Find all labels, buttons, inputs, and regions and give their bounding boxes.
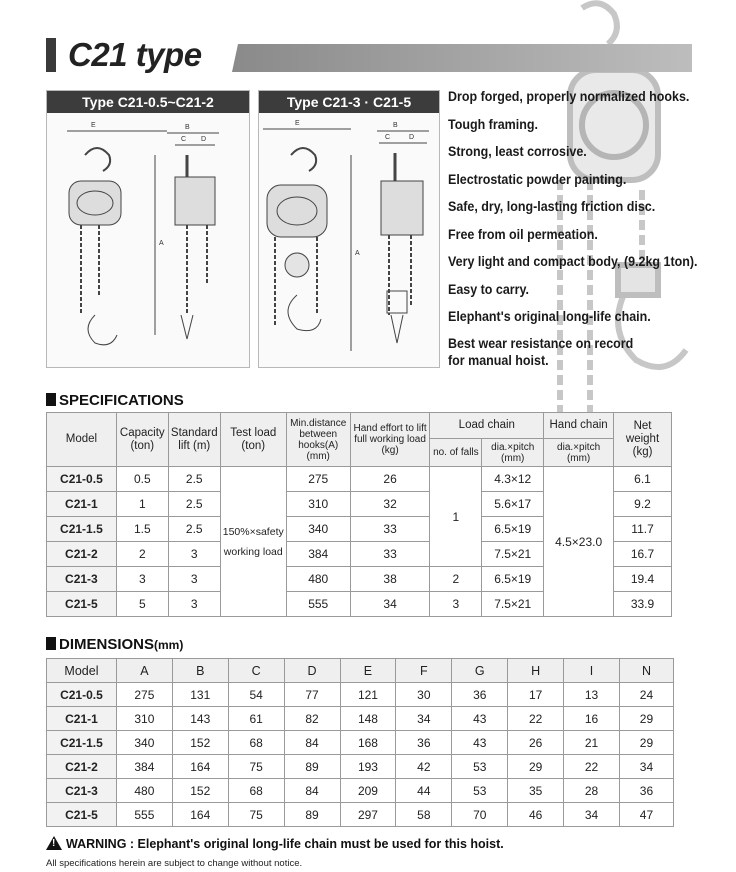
cell-capacity: 2: [116, 542, 168, 567]
cell-capacity: 0.5: [116, 467, 168, 492]
warning-icon: [46, 836, 62, 850]
header-capacity: Capacity (ton): [116, 413, 168, 467]
cell-test-load: [220, 467, 286, 617]
cell-dimension: 555: [116, 803, 172, 827]
feature-item: Drop forged, properly normalized hooks.: [448, 89, 690, 105]
hoist-diagram-small: [47, 115, 249, 367]
dimensions-body: [47, 683, 674, 827]
cell-dimension: 148: [340, 707, 396, 731]
cell-hand-effort: 32: [350, 492, 430, 517]
cell-dimension: 75: [228, 803, 284, 827]
cell-model: C21-3: [47, 779, 117, 803]
feature-item: [448, 336, 668, 370]
cell-dimension: 36: [452, 683, 508, 707]
dim-header: F: [396, 659, 452, 683]
cell-dimension: 61: [228, 707, 284, 731]
cell-net-weight: 16.7: [614, 542, 672, 567]
svg-text:B: B: [393, 122, 398, 129]
dim-header: H: [508, 659, 564, 683]
cell-model: C21-1.5: [47, 731, 117, 755]
cell-model: C21-2: [47, 755, 117, 779]
cell-net-weight: 9.2: [614, 492, 672, 517]
dimensions-header-row: [47, 659, 674, 683]
cell-dimension: 275: [116, 683, 172, 707]
cell-dimension: 43: [452, 731, 508, 755]
cell-model: C21-2: [47, 542, 117, 567]
feature-item: Safe, dry, long-lasting friction disc.: [448, 199, 656, 215]
cell-model: C21-0.5: [47, 683, 117, 707]
feature-item: Electrostatic powder painting.: [448, 171, 627, 188]
cell-dimension: 121: [340, 683, 396, 707]
cell-load-dia-pitch: 6.5×19: [482, 567, 544, 592]
table-row: [47, 779, 674, 803]
cell-dimension: 209: [340, 779, 396, 803]
cell-load-dia-pitch: 6.5×19: [482, 517, 544, 542]
dimensions-table: [46, 658, 674, 827]
table-row: [47, 755, 674, 779]
cell-dimension: 34: [396, 707, 452, 731]
cell-lift: 2.5: [168, 467, 220, 492]
table-row: [47, 803, 674, 827]
cell-dimension: 29: [619, 731, 673, 755]
feature-line: Best wear resistance on record: [448, 335, 634, 352]
cell-dimension: 297: [340, 803, 396, 827]
cell-dimension: 480: [116, 779, 172, 803]
cell-min-distance: 555: [286, 592, 350, 617]
heading-square-icon: [46, 637, 56, 650]
cell-lift: 2.5: [168, 492, 220, 517]
feature-list: [448, 88, 698, 379]
cell-dimension: 68: [228, 731, 284, 755]
diagram-panel-small: [46, 90, 250, 368]
cell-dimension: 164: [172, 755, 228, 779]
table-row: [47, 683, 674, 707]
cell-net-weight: 33.9: [614, 592, 672, 617]
header-model: Model: [47, 413, 117, 467]
cell-no-of-falls: 1: [430, 467, 482, 567]
cell-dimension: 35: [508, 779, 564, 803]
cell-dimension: 58: [396, 803, 452, 827]
cell-model: C21-5: [47, 592, 117, 617]
table-row: [47, 707, 674, 731]
cell-dimension: 43: [452, 707, 508, 731]
disclaimer-note: All specifications herein are subject to change without notice.: [46, 858, 303, 869]
cell-min-distance: 275: [286, 467, 350, 492]
dimensions-unit: (mm): [154, 638, 184, 652]
feature-line: for manual hoist.: [448, 352, 549, 369]
header-min-distance: Min.distance between hooks(A) (mm): [286, 413, 350, 467]
panel-label-small: Type C21-0.5~C21-2: [47, 91, 249, 113]
cell-hand-effort: 26: [350, 467, 430, 492]
dim-header: Model: [47, 659, 117, 683]
dim-header: E: [340, 659, 396, 683]
cell-dimension: 17: [508, 683, 564, 707]
dimensions-heading: [46, 636, 183, 653]
header-load-dia-pitch: dia.×pitch (mm): [482, 439, 544, 467]
cell-dimension: 46: [508, 803, 564, 827]
feature-item: Free from oil permeation.: [448, 226, 598, 243]
cell-dimension: 143: [172, 707, 228, 731]
cell-lift: 3: [168, 567, 220, 592]
svg-text:D: D: [201, 136, 207, 143]
cell-dimension: 340: [116, 731, 172, 755]
table-row: [47, 467, 672, 492]
cell-hand-effort: 34: [350, 592, 430, 617]
cell-dimension: 36: [619, 779, 673, 803]
cell-net-weight: 19.4: [614, 567, 672, 592]
cell-dimension: 22: [564, 755, 620, 779]
header-load-chain: Load chain: [430, 413, 544, 439]
cell-dimension: 44: [396, 779, 452, 803]
specifications-title: SPECIFICATIONS: [59, 392, 184, 409]
feature-item: Very light and compact body, (9.2kg 1ton).: [448, 254, 698, 270]
cell-dimension: 70: [452, 803, 508, 827]
table-row: [47, 731, 674, 755]
cell-dimension: 152: [172, 731, 228, 755]
cell-dimension: 47: [619, 803, 673, 827]
svg-text:E: E: [91, 122, 96, 129]
cell-model: C21-5: [47, 803, 117, 827]
cell-dimension: 42: [396, 755, 452, 779]
cell-dimension: 131: [172, 683, 228, 707]
cell-hand-chain: 4.5×23.0: [544, 467, 614, 617]
cell-load-dia-pitch: 7.5×21: [482, 542, 544, 567]
svg-text:D: D: [409, 134, 415, 141]
cell-dimension: 164: [172, 803, 228, 827]
header-test-load: Test load (ton): [220, 413, 286, 467]
specifications-table: [46, 412, 672, 617]
header-standard-lift: Standard lift (m): [168, 413, 220, 467]
cell-dimension: 30: [396, 683, 452, 707]
cell-dimension: 24: [619, 683, 673, 707]
dim-header: N: [619, 659, 673, 683]
warning-message: WARNING : Elephant's original long-life chain must be used for this hoist.: [66, 837, 504, 851]
cell-min-distance: 480: [286, 567, 350, 592]
cell-hand-effort: 38: [350, 567, 430, 592]
cell-hand-effort: 33: [350, 542, 430, 567]
cell-lift: 3: [168, 542, 220, 567]
title-banner: [46, 38, 692, 72]
dim-header: I: [564, 659, 620, 683]
cell-dimension: 53: [452, 779, 508, 803]
dim-header: B: [172, 659, 228, 683]
cell-load-dia-pitch: 5.6×17: [482, 492, 544, 517]
cell-dimension: 54: [228, 683, 284, 707]
cell-model: C21-1: [47, 707, 117, 731]
svg-text:A: A: [159, 240, 164, 247]
cell-dimension: 193: [340, 755, 396, 779]
heading-square-icon: [46, 393, 56, 406]
cell-dimension: 34: [619, 755, 673, 779]
cell-net-weight: 6.1: [614, 467, 672, 492]
cell-dimension: 28: [564, 779, 620, 803]
cell-model: C21-1.5: [47, 517, 117, 542]
panel-label-large: Type C21-3 · C21-5: [259, 91, 439, 113]
cell-min-distance: 384: [286, 542, 350, 567]
svg-text:B: B: [185, 124, 190, 131]
header-hand-dia-pitch: dia.×pitch (mm): [544, 439, 614, 467]
cell-dimension: 82: [284, 707, 340, 731]
feature-item: Strong, least corrosive.: [448, 144, 587, 160]
cell-dimension: 26: [508, 731, 564, 755]
cell-dimension: 53: [452, 755, 508, 779]
cell-capacity: 3: [116, 567, 168, 592]
diagram-panel-large: [258, 90, 440, 368]
header-hand-effort: Hand effort to lift full working load (kg): [350, 413, 430, 467]
svg-text:A: A: [355, 250, 360, 257]
cell-lift: 3: [168, 592, 220, 617]
cell-capacity: 5: [116, 592, 168, 617]
cell-load-dia-pitch: 7.5×21: [482, 592, 544, 617]
cell-model: C21-3: [47, 567, 117, 592]
cell-dimension: 29: [619, 707, 673, 731]
cell-capacity: 1.5: [116, 517, 168, 542]
feature-item: Easy to carry.: [448, 281, 529, 298]
cell-dimension: 13: [564, 683, 620, 707]
cell-min-distance: 340: [286, 517, 350, 542]
cell-no-of-falls: 3: [430, 592, 482, 617]
cell-dimension: 89: [284, 755, 340, 779]
cell-dimension: 16: [564, 707, 620, 731]
cell-no-of-falls: 2: [430, 567, 482, 592]
header-hand-chain: Hand chain: [544, 413, 614, 439]
title-accent-block: [46, 38, 56, 72]
cell-dimension: 384: [116, 755, 172, 779]
cell-dimension: 84: [284, 779, 340, 803]
cell-model: C21-1: [47, 492, 117, 517]
specifications-heading: [46, 392, 184, 409]
cell-min-distance: 310: [286, 492, 350, 517]
cell-dimension: 22: [508, 707, 564, 731]
cell-dimension: 77: [284, 683, 340, 707]
test-load-line: working load: [223, 545, 283, 558]
cell-load-dia-pitch: 4.3×12: [482, 467, 544, 492]
warning-text: [46, 836, 504, 851]
cell-hand-effort: 33: [350, 517, 430, 542]
test-load-line: 150%×safety: [222, 525, 284, 538]
svg-text:E: E: [295, 120, 300, 127]
header-no-of-falls: no. of falls: [430, 439, 482, 467]
feature-item: Tough framing.: [448, 116, 538, 133]
cell-dimension: 84: [284, 731, 340, 755]
cell-dimension: 36: [396, 731, 452, 755]
svg-text:C: C: [385, 134, 391, 141]
dim-header: G: [452, 659, 508, 683]
svg-text:C: C: [181, 136, 187, 143]
page-title: C21 type: [68, 36, 202, 73]
cell-dimension: 34: [564, 803, 620, 827]
cell-model: C21-0.5: [47, 467, 117, 492]
cell-lift: 2.5: [168, 517, 220, 542]
feature-item: Elephant's original long-life chain.: [448, 309, 651, 325]
cell-dimension: 152: [172, 779, 228, 803]
cell-dimension: 68: [228, 779, 284, 803]
title-stripe: [232, 44, 692, 72]
cell-dimension: 75: [228, 755, 284, 779]
dim-header: A: [116, 659, 172, 683]
cell-capacity: 1: [116, 492, 168, 517]
cell-dimension: 89: [284, 803, 340, 827]
cell-dimension: 21: [564, 731, 620, 755]
cell-dimension: 29: [508, 755, 564, 779]
cell-net-weight: 11.7: [614, 517, 672, 542]
hoist-diagram-large: [259, 115, 439, 367]
dim-header: D: [284, 659, 340, 683]
header-net-weight: Net weight (kg): [614, 413, 672, 467]
dim-header: C: [228, 659, 284, 683]
cell-dimension: 168: [340, 731, 396, 755]
dimensions-title: DIMENSIONS: [59, 636, 155, 653]
cell-dimension: 310: [116, 707, 172, 731]
